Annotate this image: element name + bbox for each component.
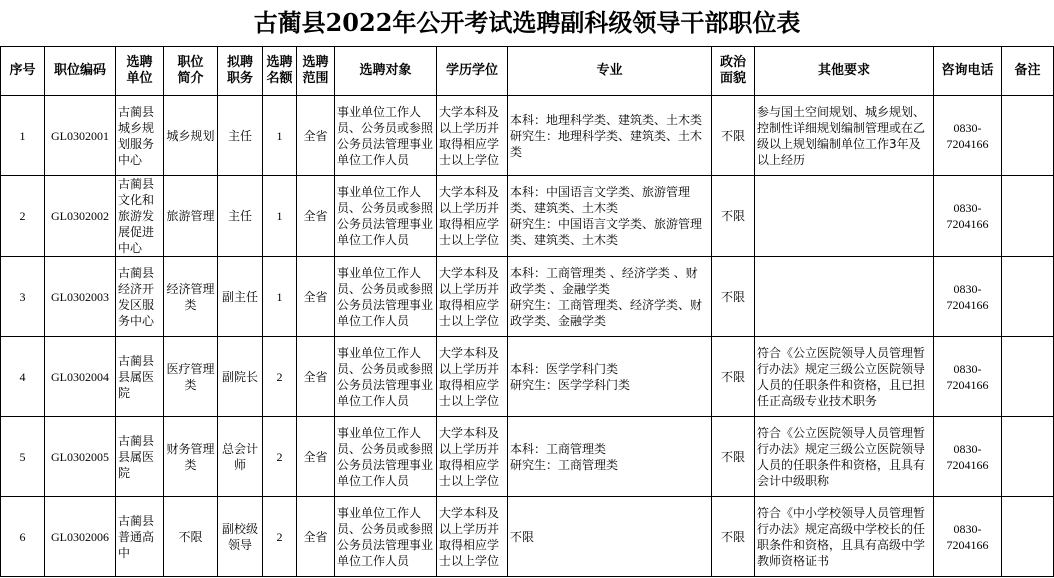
- header-other-requirements: 其他要求: [755, 47, 934, 96]
- cell-note: [1002, 417, 1054, 497]
- cell-code: GL0302005: [45, 417, 116, 497]
- cell-post: 总会计师: [218, 417, 263, 497]
- cell-code: GL0302006: [45, 497, 116, 577]
- header-unit: 选聘 单位: [116, 47, 164, 96]
- cell-quota: 2: [263, 417, 297, 497]
- cell-edu: 大学本科及以上学历并取得相应学士以上学位: [437, 497, 508, 577]
- cell-phone: 0830- 7204166: [934, 337, 1002, 417]
- cell-target: 事业单位工作人员、公务员或参照公务员法管理事业单位工作人员: [335, 337, 437, 417]
- cell-no: 3: [1, 257, 45, 337]
- positions-table: [0, 46, 1054, 577]
- cell-scope: 全省: [297, 497, 335, 577]
- cell-edu: 大学本科及以上学历并取得相应学士以上学位: [437, 176, 508, 257]
- cell-scope: 全省: [297, 417, 335, 497]
- cell-code: GL0302002: [45, 176, 116, 257]
- cell-politics: 不限: [712, 96, 755, 176]
- cell-unit: 古蔺县县属医院: [116, 337, 164, 417]
- cell-intro: 财务管理类: [164, 417, 218, 497]
- table-row: [1, 257, 1054, 337]
- cell-no: 4: [1, 337, 45, 417]
- cell-post: 副校级领导: [218, 497, 263, 577]
- header-scope: 选聘 范围: [297, 47, 335, 96]
- cell-politics: 不限: [712, 337, 755, 417]
- cell-major: 本科：工商管理类 、经济学类 、财政学类 、金融学类 研究生：工商管理类、经济学类、财政学类、金融学类: [508, 257, 712, 337]
- cell-politics: 不限: [712, 257, 755, 337]
- cell-intro: 旅游管理: [164, 176, 218, 257]
- cell-edu: 大学本科及以上学历并取得相应学士以上学位: [437, 337, 508, 417]
- cell-intro: 城乡规划: [164, 96, 218, 176]
- cell-scope: 全省: [297, 257, 335, 337]
- cell-no: 5: [1, 417, 45, 497]
- table-row: [1, 337, 1054, 417]
- cell-target: 事业单位工作人员、公务员或参照公务员法管理事业单位工作人员: [335, 176, 437, 257]
- cell-quota: 2: [263, 337, 297, 417]
- cell-post: 副院长: [218, 337, 263, 417]
- header-intro: 职位 简介: [164, 47, 218, 96]
- cell-phone: 0830- 7204166: [934, 96, 1002, 176]
- cell-intro: 不限: [164, 497, 218, 577]
- cell-edu: 大学本科及以上学历并取得相应学士以上学位: [437, 417, 508, 497]
- table-row: [1, 96, 1054, 176]
- cell-note: [1002, 176, 1054, 257]
- header-major: 专业: [508, 47, 712, 96]
- cell-other: 符合《公立医院领导人员管理暂行办法》规定三级公立医院领导人员的任职条件和资格，且已担任正高级专业技术职务: [755, 337, 934, 417]
- cell-quota: 1: [263, 176, 297, 257]
- cell-note: [1002, 96, 1054, 176]
- table-row: [1, 417, 1054, 497]
- cell-target: 事业单位工作人员、公务员或参照公务员法管理事业单位工作人员: [335, 417, 437, 497]
- cell-target: 事业单位工作人员、公务员或参照公务员法管理事业单位工作人员: [335, 497, 437, 577]
- cell-other: 参与国土空间规划、城乡规划、控制性详细规划编制管理或在乙级以上规划编制单位工作3年及以上经历: [755, 96, 934, 176]
- cell-other: [755, 176, 934, 257]
- header-seq: 序号: [1, 47, 45, 96]
- cell-no: 2: [1, 176, 45, 257]
- cell-post: 副主任: [218, 257, 263, 337]
- cell-note: [1002, 337, 1054, 417]
- cell-edu: 大学本科及以上学历并取得相应学士以上学位: [437, 257, 508, 337]
- cell-scope: 全省: [297, 337, 335, 417]
- header-education: 学历学位: [437, 47, 508, 96]
- cell-scope: 全省: [297, 176, 335, 257]
- cell-major: 本科：医学学科门类 研究生：医学学科门类: [508, 337, 712, 417]
- cell-quota: 1: [263, 96, 297, 176]
- cell-unit: 古蔺县文化和旅游发展促进中心: [116, 176, 164, 257]
- cell-intro: 经济管理类: [164, 257, 218, 337]
- table-row: [1, 497, 1054, 577]
- cell-code: GL0302001: [45, 96, 116, 176]
- cell-phone: 0830- 7204166: [934, 497, 1002, 577]
- cell-quota: 2: [263, 497, 297, 577]
- cell-target: 事业单位工作人员、公务员或参照公务员法管理事业单位工作人员: [335, 96, 437, 176]
- header-post: 拟聘 职务: [218, 47, 263, 96]
- cell-post: 主任: [218, 96, 263, 176]
- cell-politics: 不限: [712, 417, 755, 497]
- cell-politics: 不限: [712, 497, 755, 577]
- header-quota: 选聘 名额: [263, 47, 297, 96]
- cell-note: [1002, 497, 1054, 577]
- cell-unit: 古蔺县普通高中: [116, 497, 164, 577]
- cell-code: GL0302004: [45, 337, 116, 417]
- cell-other: [755, 257, 934, 337]
- cell-intro: 医疗管理类: [164, 337, 218, 417]
- cell-politics: 不限: [712, 176, 755, 257]
- cell-phone: 0830- 7204166: [934, 417, 1002, 497]
- cell-unit: 古蔺县经济开发区服务中心: [116, 257, 164, 337]
- cell-other: 符合《公立医院领导人员管理暂行办法》规定三级公立医院领导人员的任职条件和资格，且具有会计中级职称: [755, 417, 934, 497]
- cell-quota: 1: [263, 257, 297, 337]
- header-row: [1, 47, 1054, 96]
- cell-major: 本科：工商管理类 研究生：工商管理类: [508, 417, 712, 497]
- header-target: 选聘对象: [335, 47, 437, 96]
- header-code: 职位编码: [45, 47, 116, 96]
- cell-major: 不限: [508, 497, 712, 577]
- table-row: [1, 176, 1054, 257]
- cell-unit: 古蔺县城乡规划服务中心: [116, 96, 164, 176]
- cell-major: 本科：中国语言文学类、旅游管理类、建筑类、土木类 研究生：中国语言文学类、旅游管理类、建筑类、土木类: [508, 176, 712, 257]
- cell-post: 主任: [218, 176, 263, 257]
- page-title: 古蔺县2022年公开考试选聘副科级领导干部职位表: [253, 8, 801, 37]
- header-politics: 政治 面貌: [712, 47, 755, 96]
- cell-major: 本科：地理科学类、建筑类、土木类 研究生：地理科学类、建筑类、土木类: [508, 96, 712, 176]
- cell-unit: 古蔺县县属医院: [116, 417, 164, 497]
- cell-target: 事业单位工作人员、公务员或参照公务员法管理事业单位工作人员: [335, 257, 437, 337]
- header-phone: 咨询电话: [934, 47, 1002, 96]
- cell-scope: 全省: [297, 96, 335, 176]
- cell-no: 6: [1, 497, 45, 577]
- cell-code: GL0302003: [45, 257, 116, 337]
- cell-phone: 0830- 7204166: [934, 257, 1002, 337]
- cell-other: 符合《中小学校领导人员管理暂行办法》规定高级中学校长的任职条件和资格，且具有高级中学教师资格证书: [755, 497, 934, 577]
- cell-note: [1002, 257, 1054, 337]
- cell-no: 1: [1, 96, 45, 176]
- cell-edu: 大学本科及以上学历并取得相应学士以上学位: [437, 96, 508, 176]
- header-note: 备注: [1002, 47, 1054, 96]
- cell-phone: 0830- 7204166: [934, 176, 1002, 257]
